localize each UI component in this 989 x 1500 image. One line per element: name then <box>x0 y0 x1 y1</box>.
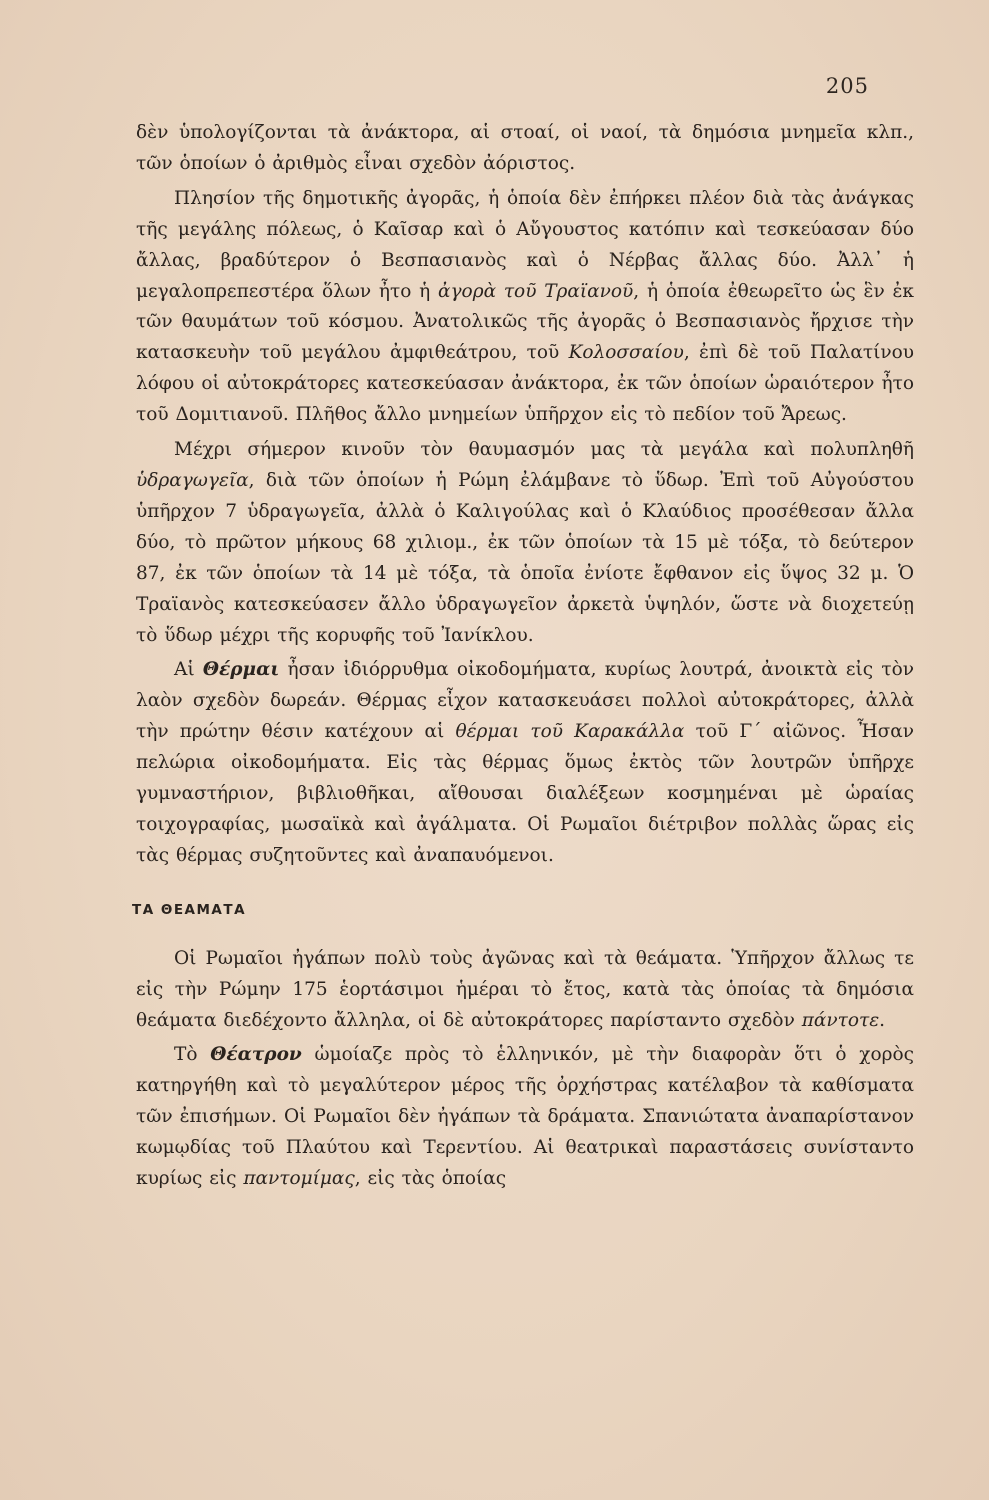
paragraph-2-text-b: , ἡ ὁποία ἐθεωρεῖτο ὡς ἓν ἐκ τῶν θαυμάτων τοῦ κόσμου. Ἀνατολικῶς τῆς ἀγορᾶς ὁ Βεσπασιανὸς ἤρχισε τὴν κατασκευὴν τοῦ μεγάλου ἀμφιθεάτρου, τοῦ <box>136 280 914 364</box>
paragraph-6 <box>136 1040 914 1195</box>
term-thermai-karakalla: θέρμαι τοῦ Καρακάλλα <box>455 721 685 743</box>
paragraph-2-text-a: Πλησίον τῆς δημοτικῆς ἀγορᾶς, ἡ ὁποία δὲν ἐπήρκει πλέον διὰ τὰς ἀνάγκας τῆς μεγάλης πόλεως, ὁ Καῖσαρ καὶ ὁ Αὔγουστος κατόπιν καὶ τεσκεύασαν δύο ἄλλας, βραδύτερον ὁ Βεσπασιανὸς καὶ ὁ Νέρβας ἄλλας δύο. Ἀλλ᾽ ἡ μεγαλοπρεπεστέρα ὅλων ἦτο ἡ <box>136 187 914 302</box>
paragraph-4 <box>136 655 914 871</box>
paragraph-3 <box>136 435 914 651</box>
paragraph-6-text-a: Τὸ <box>174 1044 211 1066</box>
paragraph-4-text-a: Αἱ <box>174 659 203 681</box>
term-agora-traianou: ἀγορὰ τοῦ Τραϊανοῦ <box>438 280 634 302</box>
page-number: 205 <box>825 74 869 98</box>
paragraph-2 <box>136 184 914 431</box>
paragraph-3-text-a: Μέχρι σήμερον κινοῦν τὸν θαυμασμόν μας τὰ μεγάλα καὶ πολυπληθῆ <box>174 439 914 461</box>
paragraph-3-text-b: , διὰ τῶν ὁποίων ἡ Ρώμη ἐλάμβανε τὸ ὕδωρ. Ἐπὶ τοῦ Αὐγούστου ὑπῆρχον 7 ὑδραγωγεῖα, ἀλλὰ ὁ Καλιγούλας καὶ ὁ Κλαύδιος προσέθεσαν ἄλλα δύο, τὸ πρῶτον μήκους 68 χιλιομ., ἐκ τῶν ὁποίων τὰ 15 μὲ τόξα, τὸ δεύτερον 87, ἐκ τῶν ὁποίων τὰ 14 μὲ τόξα, τὰ ὁποῖα ἐνίοτε ἔφθανον εἰς ὕψος 32 μ. Ὁ Τραϊανὸς κατεσκεύασεν ἄλλο ὑδραγωγεῖον ἀρκετὰ ὑψηλόν, ὥστε νὰ διοχετεύῃ τὸ ὕδωρ μέχρι τῆς κορυφῆς τοῦ Ἰανίκλου. <box>136 469 914 646</box>
paragraph-5 <box>136 944 914 1037</box>
term-kolossaiou: Κολοσσαίου <box>568 342 684 364</box>
paragraph-1 <box>136 118 914 180</box>
term-pantomimas: παντομίμας <box>243 1168 355 1190</box>
term-ydragogeia: ὑδραγωγεῖα <box>136 469 249 491</box>
paragraph-5-text-b: . <box>879 1009 886 1031</box>
section-heading: ΤΑ ΘΕΑΜΑΤΑ <box>132 901 247 918</box>
paragraph-5-text-a: Οἱ Ρωμαῖοι ἠγάπων πολὺ τοὺς ἀγῶνας καὶ τὰ θεάματα. Ὑπῆρχον ἄλλως τε εἰς τὴν Ρώμην 175 ἑορτάσιμοι ἡμέραι τὸ ἔτος, κατὰ τὰς ὁποίας τὰ δημόσια θεάματα διεδέχοντο ἄλληλα, οἱ δὲ αὐτοκράτορες παρίσταντο σχεδὸν <box>136 947 914 1031</box>
term-pantote: πάντοτε <box>801 1009 880 1031</box>
paragraph-4-text-b: ἦσαν ἰδιόρρυθμα οἰκοδομήματα, κυρίως λουτρά, ἀνοικτὰ εἰς τὸν λαὸν σχεδὸν δωρεάν. Θέρμας εἶχον κατασκευάσει πολλοὶ αὐτοκράτορες, ἀλλὰ τὴν πρώτην θέσιν κατέχουν αἱ <box>136 659 915 743</box>
paragraph-1-text: δὲν ὑπολογίζονται τὰ ἀνάκτορα, αἱ στοαί, οἱ ναοί, τὰ δημόσια μνημεῖα κλπ., τῶν ὁποίων ὁ ἀριθμὸς εἶναι σχεδὸν ἀόριστος. <box>136 122 914 174</box>
paragraph-2-text-c: , ἐπὶ δὲ τοῦ Παλατίνου λόφου οἱ αὐτοκράτορες κατεσκεύασαν ἀνάκτορα, ἐκ τῶν ὁποίων ὡραιότερον ἦτο τοῦ Δομιτιανοῦ. Πλῆθος ἄλλο μνημείων ὑπῆρχον εἰς τὸ πεδίον τοῦ Ἄρεως. <box>136 342 915 426</box>
term-theatron: Θέατρον <box>210 1044 302 1066</box>
term-thermai: Θέρμαι <box>202 659 280 681</box>
paragraph-6-text-c: , εἰς τὰς ὁποίας <box>354 1168 507 1190</box>
paragraph-6-text-b: ὡμοίαζε πρὸς τὸ ἑλληνικόν, μὲ τὴν διαφορὰν ὅτι ὁ χορὸς κατηργήθη καὶ τὸ μεγαλύτερον μέρος τῆς ὀρχήστρας κατέλαβον τὰ καθίσματα τῶν ἐπισήμων. Οἱ Ρωμαῖοι δὲν ἠγάπων τὰ δράματα. Σπανιώτατα ἀναπαρίστανον κωμῳδίας τοῦ Πλαύτου καὶ Τερεντίου. Αἱ θεατρικαὶ παραστάσεις συνίσταντο κυρίως εἰς <box>136 1044 915 1190</box>
paragraph-4-text-c: τοῦ Γ΄ αἰῶνος. Ἦσαν πελώρια οἰκοδομήματα. Εἰς τὰς θέρμας ὅμως ἐκτὸς τῶν λουτρῶν ὑπῆρχε γυμναστήριον, βιβλιοθῆκαι, αἴθουσαι διαλέξεων κοσμημέναι μὲ ὡραίας τοιχογραφίας, μωσαϊκὰ καὶ ἀγάλματα. Οἱ Ρωμαῖοι διέτριβον πολλὰς ὥρας εἰς τὰς θέρμας συζητοῦντες καὶ ἀναπαυόμενοι. <box>136 721 915 866</box>
page-body <box>132 118 915 1195</box>
